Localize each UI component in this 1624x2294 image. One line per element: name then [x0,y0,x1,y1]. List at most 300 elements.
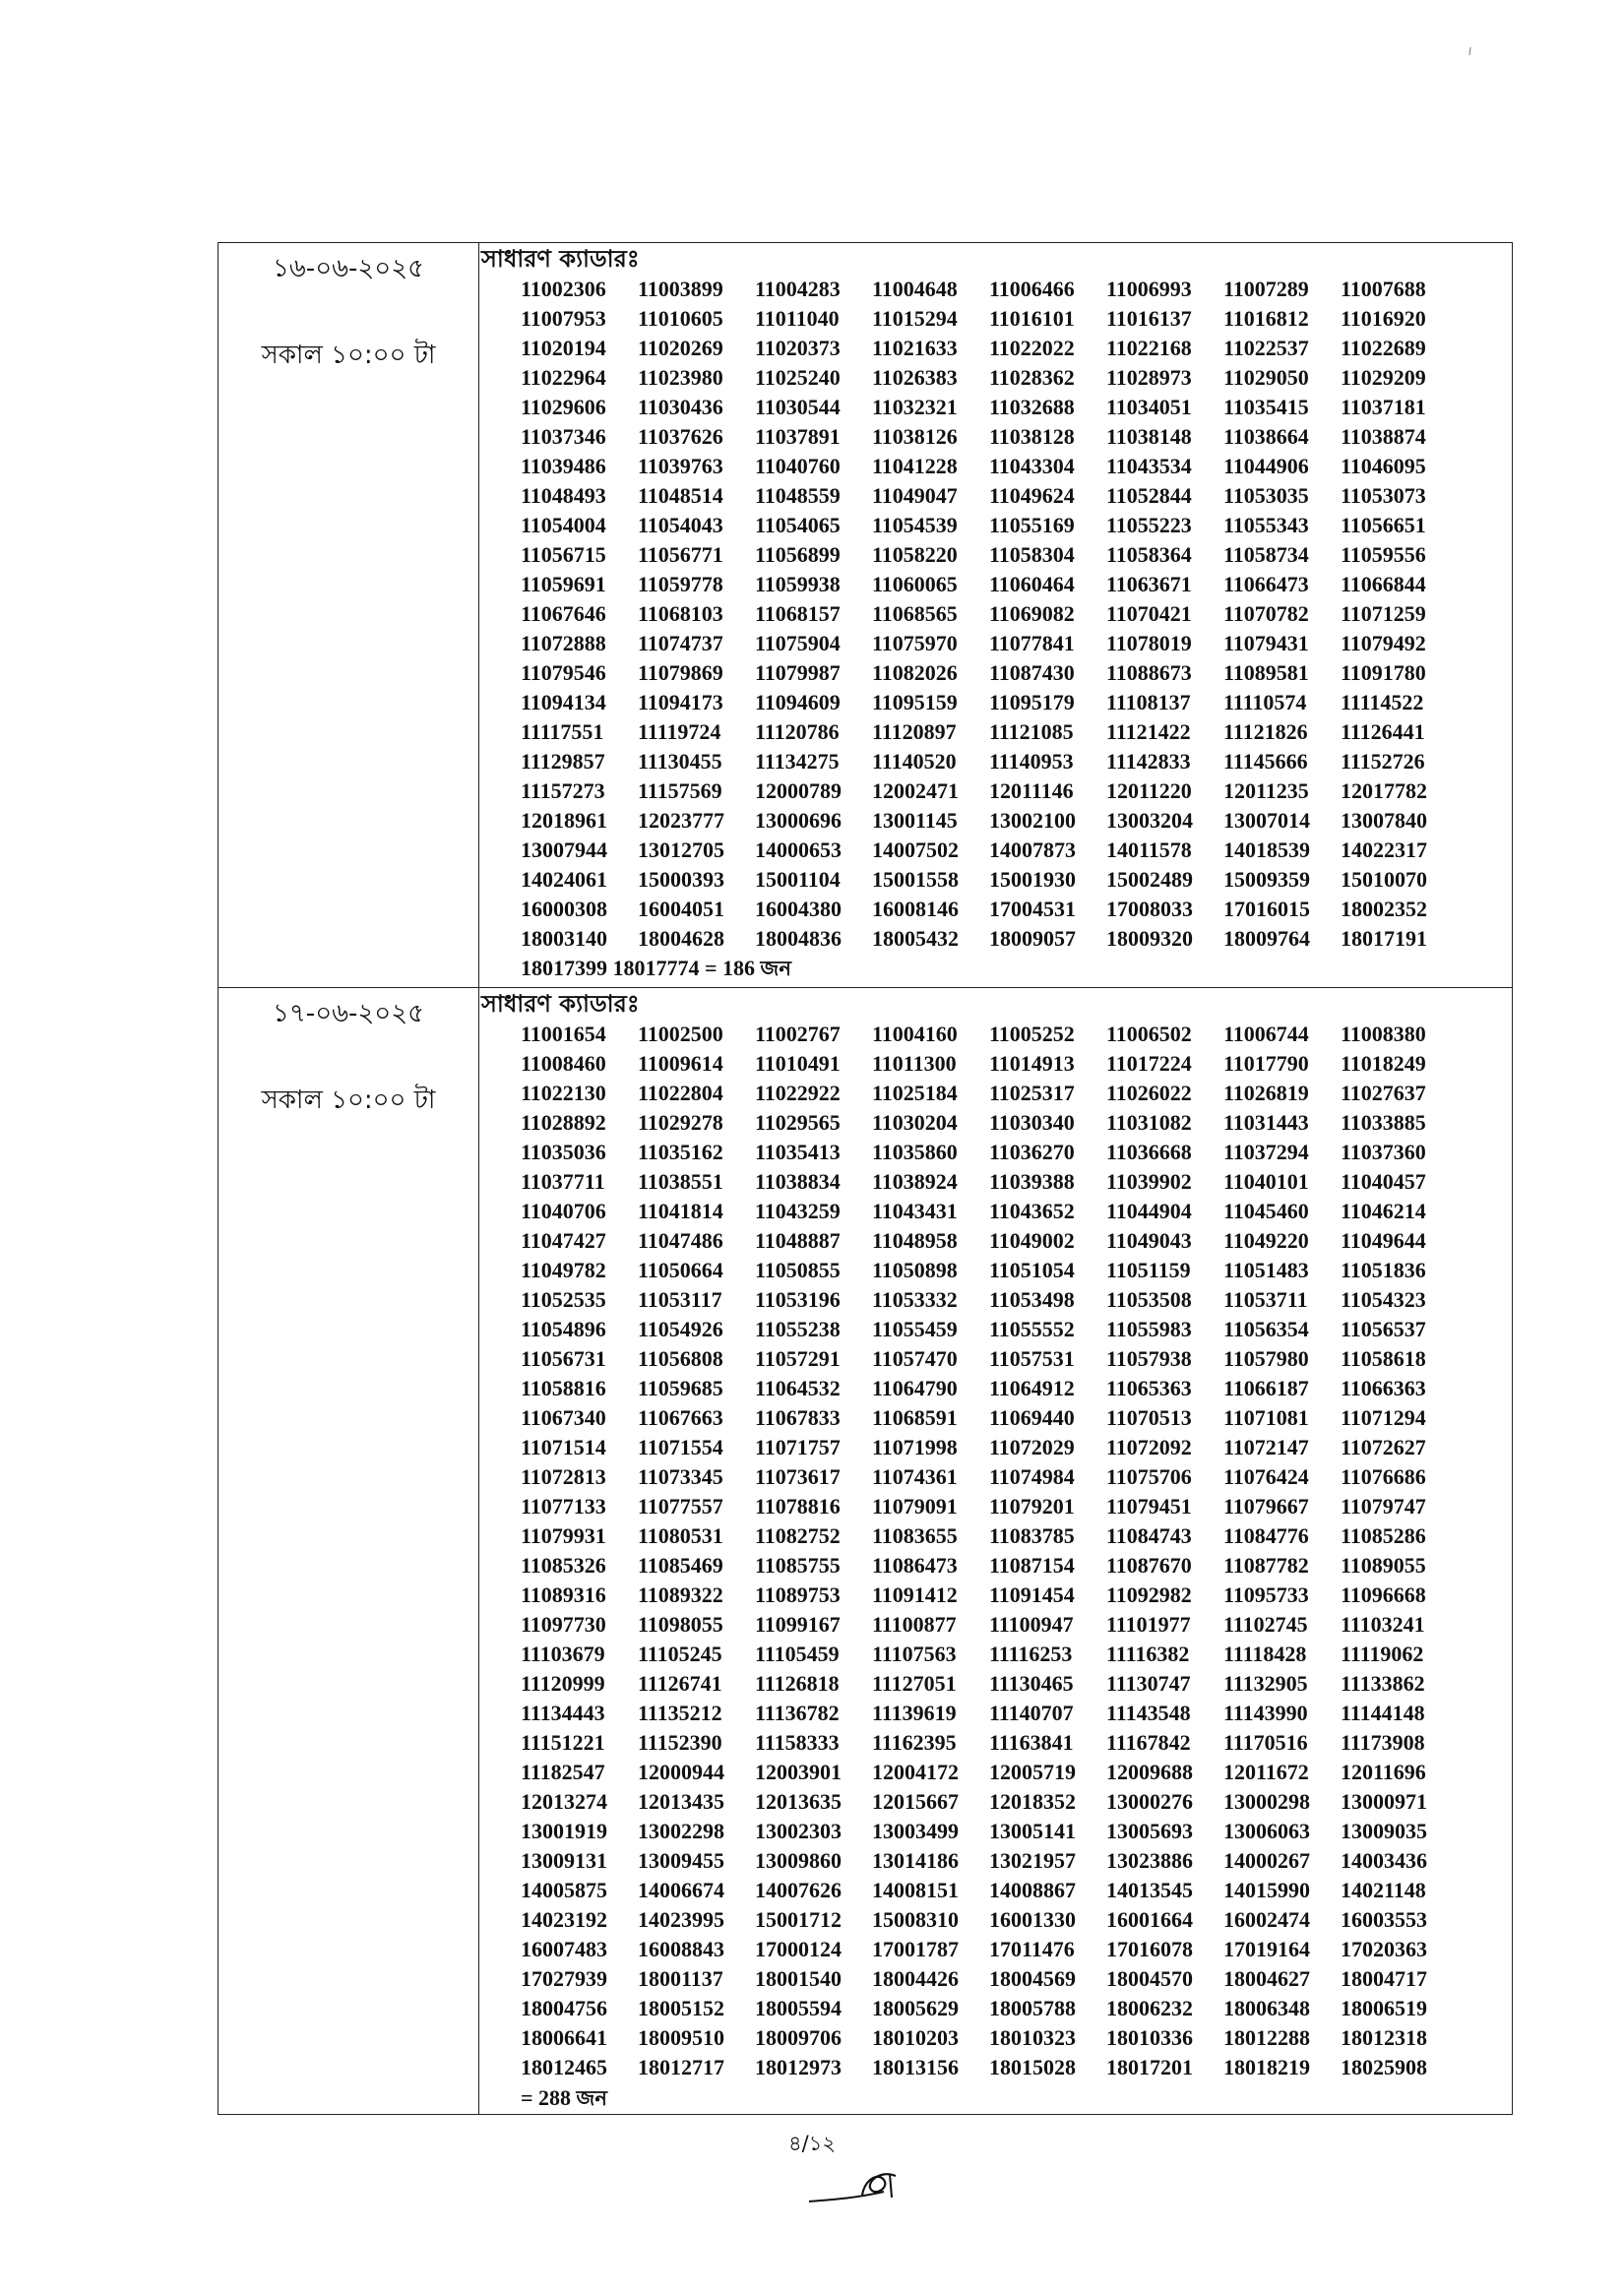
roll-number: 11108137 [1106,690,1191,714]
roll-number: 11022022 [989,336,1075,360]
roll-number: 12009688 [1106,1760,1193,1784]
roll-number: 18025908 [1341,2055,1427,2079]
roll-number: 11078816 [755,1494,841,1519]
roll-number: 11046214 [1341,1199,1426,1223]
roll-number-row [521,1640,1512,1669]
roll-number: 12003901 [755,1760,842,1784]
roll-number: 18017201 [1106,2055,1193,2079]
roll-number: 17020363 [1341,1937,1427,1961]
exam-time: সকাল ১০:০০ টা [261,1085,436,1115]
roll-number: 11031443 [1223,1110,1309,1135]
roll-number-row [521,836,1512,865]
roll-number: 11087154 [989,1553,1075,1578]
roll-number: 13009455 [638,1848,724,1873]
roll-number-row [521,334,1512,363]
roll-number: 11006502 [1106,1022,1192,1046]
roll-number: 12018961 [521,808,607,833]
roll-number: 13000276 [1106,1789,1193,1814]
roll-number: 11035162 [638,1140,723,1164]
roll-number: 11071757 [755,1435,841,1459]
roll-number: 17001787 [872,1937,959,1961]
roll-number: 13023886 [1106,1848,1193,1873]
roll-number-row [521,1964,1512,1994]
roll-number: 11038874 [1341,424,1426,449]
roll-number: 11001654 [521,1022,606,1046]
roll-number: 18001540 [755,1966,842,1991]
roll-number: 11052535 [521,1287,606,1312]
roll-number: 11075706 [1106,1464,1192,1489]
roll-number: 12013635 [755,1789,842,1814]
roll-number: 11073345 [638,1464,723,1489]
roll-number: 11016101 [989,306,1075,331]
roll-number: 11007688 [1341,277,1426,301]
roll-number: 11055343 [1223,513,1309,537]
roll-number: 11049047 [872,483,958,508]
roll-number: 11057531 [989,1346,1075,1371]
roll-number: 11140953 [989,749,1074,774]
roll-number: 13007840 [1341,808,1427,833]
roll-number: 11064912 [989,1376,1075,1400]
roll-number: 11139619 [872,1701,957,1725]
roll-number: 11030204 [872,1110,958,1135]
roll-number: 11071294 [1341,1405,1426,1430]
roll-number-row [521,1492,1512,1521]
roll-number: 11008380 [1341,1022,1426,1046]
roll-number: 11026819 [1223,1081,1309,1105]
roll-number: 11030340 [989,1110,1075,1135]
roll-number: 11142833 [1106,749,1191,774]
roll-number: 11130465 [989,1671,1074,1696]
roll-number: 11072029 [989,1435,1075,1459]
roll-number-row [521,747,1512,776]
roll-number: 11129857 [521,749,605,774]
roll-number: 11055983 [1106,1317,1192,1341]
roll-number: 11143990 [1223,1701,1308,1725]
roll-number: 14007873 [989,837,1076,862]
roll-number: 13006063 [1223,1819,1310,1843]
roll-number: 14023995 [638,1907,724,1932]
roll-number: 11082752 [755,1523,841,1548]
roll-number: 11049782 [521,1258,606,1282]
roll-number-row [521,1669,1512,1699]
roll-number: 11022537 [1223,336,1309,360]
roll-number: 18012318 [1341,2025,1427,2050]
roll-number: 11054065 [755,513,841,537]
roll-number: 16001664 [1106,1907,1193,1932]
roll-number: 11089316 [521,1582,606,1607]
roll-number: 11074361 [872,1464,958,1489]
roll-number: 11045460 [1223,1199,1309,1223]
roll-number: 11018249 [1341,1051,1426,1076]
roll-number: 11040760 [755,454,841,478]
roll-number: 11135212 [638,1701,722,1725]
roll-number: 11051836 [1341,1258,1426,1282]
roll-number: 13012705 [638,837,724,862]
roll-number: 12011235 [1223,778,1309,803]
roll-list-cell-1 [479,243,1513,988]
roll-number: 11010491 [755,1051,841,1076]
roll-number: 11040101 [1223,1169,1309,1194]
roll-number: 11047427 [521,1228,606,1253]
roll-number: 11054043 [638,513,723,537]
roll-number: 11079546 [521,660,606,685]
roll-number: 18005432 [872,926,959,951]
roll-number: 14008151 [872,1878,959,1902]
roll-number-row [521,1020,1512,1049]
roll-number-row [521,2023,1512,2053]
roll-number: 11007953 [521,306,606,331]
roll-number: 11057938 [1106,1346,1192,1371]
roll-number: 14013545 [1106,1878,1193,1902]
roll-number: 11084776 [1223,1523,1309,1548]
roll-number-row [521,1876,1512,1905]
roll-number-row [521,1226,1512,1256]
roll-number: 12011696 [1341,1760,1426,1784]
roll-number: 11032688 [989,395,1075,419]
roll-number: 12011672 [1223,1760,1309,1784]
roll-number: 13009860 [755,1848,842,1873]
roll-number-row [521,1521,1512,1551]
roll-number: 11069440 [989,1405,1075,1430]
roll-number: 18004717 [1341,1966,1427,1991]
roll-number: 11067646 [521,601,606,626]
roll-number: 11058618 [1341,1346,1426,1371]
roll-number: 11105459 [755,1642,840,1666]
roll-number: 13007014 [1223,808,1310,833]
roll-number: 11079667 [1223,1494,1309,1519]
roll-number: 15001104 [755,867,841,892]
roll-number: 11094134 [521,690,606,714]
roll-number: 11072627 [1341,1435,1426,1459]
schedule-row-2 [219,988,1513,2115]
roll-number: 12011220 [1106,778,1192,803]
roll-number: 11079431 [1223,631,1309,655]
roll-number: 11083655 [872,1523,958,1548]
roll-number: 18010323 [989,2025,1076,2050]
roll-number: 11085286 [1341,1523,1426,1548]
roll-number: 11143548 [1106,1701,1191,1725]
roll-number: 17016078 [1106,1937,1193,1961]
roll-number: 11059556 [1341,542,1426,567]
roll-number: 11084743 [1106,1523,1192,1548]
roll-number: 11008460 [521,1051,606,1076]
roll-number-row [521,1905,1512,1935]
roll-number: 14007502 [872,837,959,862]
roll-number: 11050855 [755,1258,841,1282]
roll-number: 11040706 [521,1199,606,1223]
roll-number: 12002471 [872,778,959,803]
roll-number-row [521,1315,1512,1344]
roll-number: 11058304 [989,542,1075,567]
roll-number: 14023192 [521,1907,607,1932]
roll-number: 11140707 [989,1701,1074,1725]
roll-number: 11120999 [521,1671,605,1696]
roll-number: 11006744 [1223,1022,1309,1046]
roll-number: 11089753 [755,1582,841,1607]
roll-number: 17008033 [1106,897,1193,921]
roll-number: 16002474 [1223,1907,1310,1932]
roll-number: 18017191 [1341,926,1427,951]
roll-number: 11070782 [1223,601,1309,626]
roll-number: 11054926 [638,1317,723,1341]
roll-number: 11068591 [872,1405,958,1430]
roll-number: 11067340 [521,1405,606,1430]
roll-number: 11116382 [1106,1642,1190,1666]
roll-number: 11054896 [521,1317,606,1341]
roll-number: 18015028 [989,2055,1076,2079]
roll-number: 18009764 [1223,926,1310,951]
roll-number: 11060464 [989,572,1075,596]
roll-number: 11077841 [989,631,1075,655]
roll-number: 18005152 [638,1996,724,2020]
roll-number: 11004160 [872,1022,958,1046]
roll-number: 11051159 [1106,1258,1191,1282]
roll-number: 11071998 [872,1435,958,1459]
roll-number: 11067663 [638,1405,723,1430]
roll-number: 11082026 [872,660,958,685]
roll-number: 11054323 [1341,1287,1426,1312]
roll-number: 11025240 [755,365,841,390]
roll-number: 11078019 [1106,631,1192,655]
roll-number: 11016812 [1223,306,1309,331]
roll-number: 14003436 [1341,1848,1427,1873]
roll-number: 11170516 [1223,1730,1308,1755]
roll-number: 11152390 [638,1730,722,1755]
roll-number: 13000696 [755,808,842,833]
roll-number: 11060065 [872,572,958,596]
roll-number: 11085326 [521,1553,606,1578]
roll-number: 13002303 [755,1819,842,1843]
roll-number: 13009035 [1341,1819,1427,1843]
roll-number: 14021148 [1341,1878,1426,1902]
roll-number: 17000124 [755,1937,842,1961]
roll-number: 11140520 [872,749,957,774]
roll-number: 11079747 [1341,1494,1426,1519]
roll-number: 11114522 [1341,690,1424,714]
total-count: = 186 [705,956,756,980]
roll-number: 11086473 [872,1553,958,1578]
roll-number-row [521,1433,1512,1462]
roll-number: 11071514 [521,1435,606,1459]
roll-number: 11038126 [872,424,958,449]
roll-number: 11049220 [1223,1228,1309,1253]
roll-number: 11035036 [521,1140,606,1164]
roll-number: 11029050 [1223,365,1309,390]
roll-number: 11120897 [872,719,957,744]
cadre-heading: সাধারণ ক্যাডারঃ [481,245,640,273]
roll-number: 18010336 [1106,2025,1193,2050]
roll-number-row [521,304,1512,334]
roll-number: 11048493 [521,483,606,508]
roll-number: 11064532 [755,1376,841,1400]
roll-number: 11085469 [638,1553,723,1578]
roll-number: 12013435 [638,1789,724,1814]
roll-number: 17011476 [989,1937,1075,1961]
roll-number: 14006674 [638,1878,724,1902]
roll-number: 18012465 [521,2055,607,2079]
roll-number-row [521,1581,1512,1610]
roll-number: 11037891 [755,424,841,449]
roll-number-row [521,717,1512,747]
exam-date: ১৭-০৬-২০২৫ [273,999,424,1028]
roll-number: 11043652 [989,1199,1075,1223]
roll-number: 11015294 [872,306,958,331]
roll-number: 12013274 [521,1789,607,1814]
roll-number: 16008843 [638,1937,724,1961]
roll-number: 18012288 [1223,2025,1310,2050]
roll-number: 12017782 [1341,778,1427,803]
roll-number: 16003553 [1341,1907,1427,1932]
roll-number: 11055169 [989,513,1075,537]
roll-number: 11031082 [1106,1110,1192,1135]
roll-number: 18013156 [872,2055,959,2079]
roll-number: 11145666 [1223,749,1308,774]
roll-number: 11134443 [521,1701,605,1725]
roll-number-row [521,1699,1512,1728]
roll-number: 11053711 [1223,1287,1308,1312]
total-row [479,2082,1512,2114]
roll-number: 11056899 [755,542,841,567]
roll-number-row [521,1994,1512,2023]
roll-number-row [521,1787,1512,1817]
roll-number: 15009359 [1223,867,1310,892]
roll-number: 11038834 [755,1169,841,1194]
roll-number: 11022168 [1106,336,1192,360]
roll-number: 11110574 [1223,690,1307,714]
roll-number: 11037711 [521,1169,605,1194]
roll-number: 11126741 [638,1671,722,1696]
roll-number: 18002352 [1341,897,1427,921]
roll-number: 11056715 [521,542,606,567]
roll-number: 11048958 [872,1228,958,1253]
roll-number: 11102745 [1223,1612,1308,1637]
roll-number: 11116253 [989,1642,1073,1666]
roll-number: 15008310 [872,1907,959,1932]
roll-number-row [521,924,1512,954]
roll-number: 11085755 [755,1553,841,1578]
roll-number-row [521,1403,1512,1433]
roll-number: 11049043 [1106,1228,1192,1253]
roll-number-row [521,1846,1512,1876]
roll-number: 11030436 [638,395,723,419]
roll-number: 12004172 [872,1760,959,1784]
roll-number: 11132905 [1223,1671,1308,1696]
roll-number: 11126441 [1341,719,1425,744]
roll-number: 12000789 [755,778,842,803]
roll-number: 11002500 [638,1022,723,1046]
cadre-heading: সাধারণ ক্যাডারঃ [481,990,640,1018]
roll-number: 11058364 [1106,542,1192,567]
roll-number: 14011578 [1106,837,1192,862]
roll-number: 11101977 [1106,1612,1191,1637]
roll-number: 11087670 [1106,1553,1192,1578]
roll-number: 11039486 [521,454,606,478]
roll-number: 12011146 [989,778,1074,803]
roll-number: 11009614 [638,1051,723,1076]
roll-number: 11056354 [1223,1317,1309,1341]
roll-number: 11100947 [989,1612,1074,1637]
roll-number-row [521,865,1512,895]
roll-number: 11076424 [1223,1464,1309,1489]
roll-number: 11079492 [1341,631,1426,655]
roll-number-row [521,1728,1512,1758]
roll-number: 18009510 [638,2025,724,2050]
schedule-row-1 [219,243,1513,988]
roll-number: 17004531 [989,897,1076,921]
roll-number: 11079451 [1106,1494,1192,1519]
roll-number: 11053117 [638,1287,722,1312]
roll-number: 11011300 [872,1051,957,1076]
roll-number: 11044904 [1106,1199,1192,1223]
total-row [479,954,1512,983]
roll-number: 13007944 [521,837,607,862]
roll-number: 11021633 [872,336,958,360]
roll-number: 15002489 [1106,867,1193,892]
roll-number: 18005594 [755,1996,842,2020]
roll-number: 11068565 [872,601,958,626]
roll-number: 18009320 [1106,926,1193,951]
roll-number: 11048559 [755,483,841,508]
roll-number: 11004283 [755,277,841,301]
roll-number: 11173908 [1341,1730,1425,1755]
roll-number: 11056771 [638,542,723,567]
roll-number: 11058734 [1223,542,1309,567]
roll-number: 11079987 [755,660,841,685]
roll-list-cell-2 [479,988,1513,2115]
roll-number: 18012973 [755,2055,842,2079]
roll-number: 11121826 [1223,719,1308,744]
roll-number: 11043534 [1106,454,1192,478]
roll-number: 18004628 [638,926,724,951]
roll-number: 11028973 [1106,365,1192,390]
roll-number: 11035415 [1223,395,1309,419]
roll-number-row [521,1344,1512,1374]
roll-number: 11006993 [1106,277,1192,301]
roll-number: 11025317 [989,1081,1075,1105]
roll-number: 11022130 [521,1081,606,1105]
roll-number: 18012717 [638,2055,724,2079]
roll-number: 11100877 [872,1612,957,1637]
roll-number: 11037360 [1341,1140,1426,1164]
roll-number: 17027939 [521,1966,607,1991]
roll-number: 11037294 [1223,1140,1309,1164]
roll-number: 11037346 [521,424,606,449]
roll-number-row [521,511,1512,540]
roll-number: 11039763 [638,454,723,478]
roll-number: 11103241 [1341,1612,1425,1637]
roll-number: 11087782 [1223,1553,1309,1578]
roll-number-row [521,1197,1512,1226]
roll-number: 11038148 [1106,424,1192,449]
roll-number: 13000298 [1223,1789,1310,1814]
roll-number: 11049644 [1341,1228,1426,1253]
roll-number: 18010203 [872,2025,959,2050]
roll-number: 11041228 [872,454,958,478]
roll-number: 12015667 [872,1789,959,1814]
roll-number: 11057980 [1223,1346,1309,1371]
roll-number: 11020194 [521,336,606,360]
roll-number: 11134275 [755,749,840,774]
roll-number: 11004648 [872,277,958,301]
roll-number: 11072092 [1106,1435,1192,1459]
roll-number: 13003499 [872,1819,959,1843]
roll-number-row [521,599,1512,629]
roll-number: 11054539 [872,513,958,537]
roll-number: 11071554 [638,1435,723,1459]
roll-number: 11063671 [1106,572,1192,596]
roll-number: 11053035 [1223,483,1309,508]
roll-number: 11076686 [1341,1464,1426,1489]
